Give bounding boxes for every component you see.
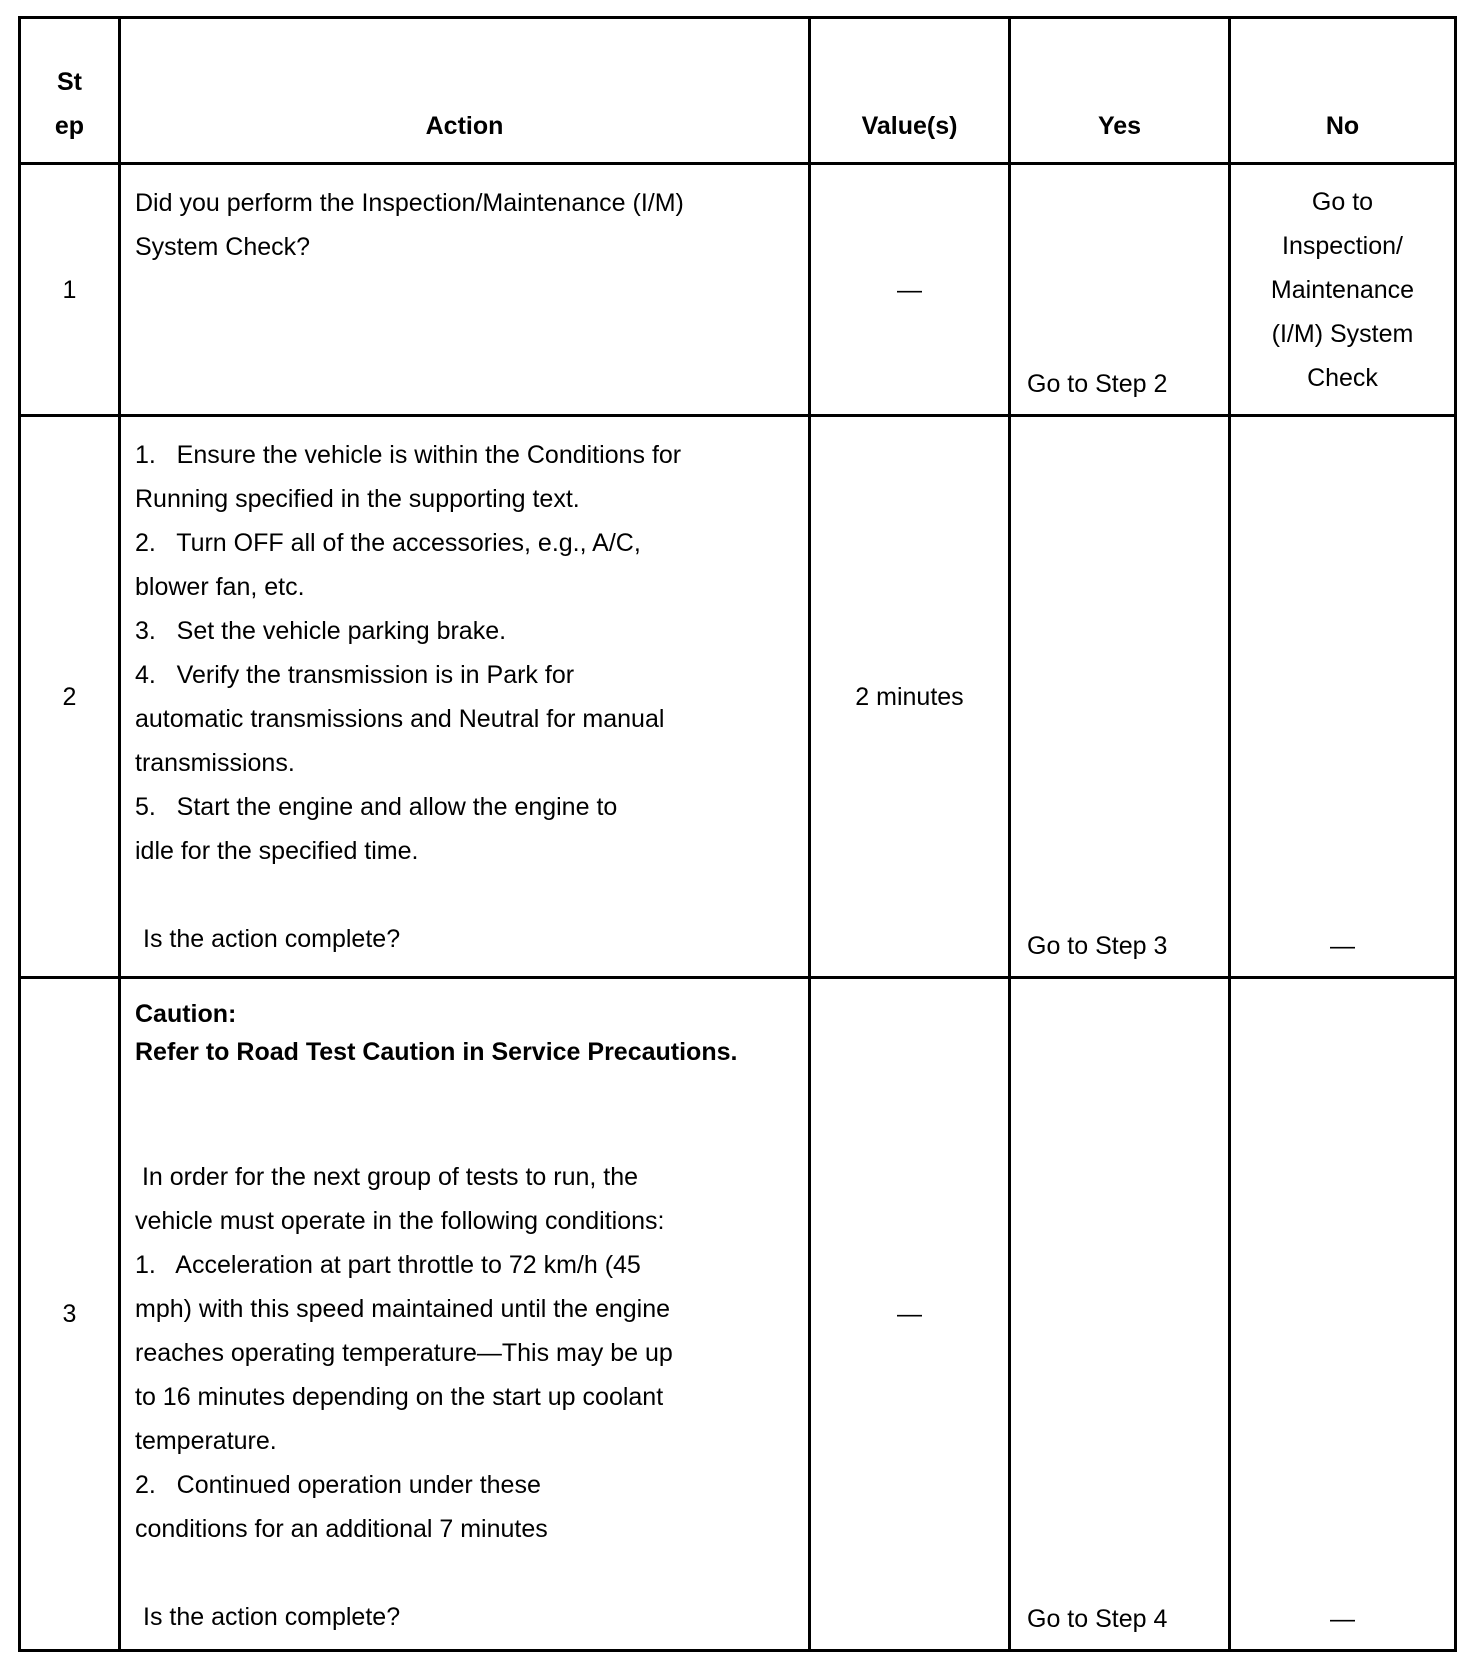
yes-cell: Go to Step 3	[1010, 416, 1230, 978]
value-cell: —	[810, 164, 1010, 416]
table-row-step-2	[20, 416, 1456, 978]
no-cell: Go to Inspection/ Maintenance (I/M) System Check	[1230, 164, 1456, 416]
caution-text: Refer to Road Test Caution in Service Precautions.	[135, 1038, 738, 1066]
question-text: Is the action complete?	[143, 925, 401, 953]
step-number: 3	[20, 978, 120, 1651]
no-cell: —	[1230, 978, 1456, 1651]
caution-title: Caution:	[135, 1000, 237, 1028]
header-values: Value(s)	[810, 18, 1010, 164]
action-cell: Did you perform the Inspection/Maintenance (I/M) System Check?	[120, 164, 810, 416]
action-cell: 1. Ensure the vehicle is within the Conditions for Running specified in the supporting text. 2. Turn OFF all of the accessories, e.g., A/C, blower fan, etc. 3. Set the vehicle parking brake. 4. Verify the transmission is in Park for automatic transmissions and Neutral for manual transmissions. 5. Start the engine and allow the engine to idle for the specified time. Is the action complete?	[120, 416, 810, 978]
step-number: 1	[20, 164, 120, 416]
value-cell: 2 minutes	[810, 416, 1010, 978]
step-number: 2	[20, 416, 120, 978]
header-row	[20, 18, 1456, 164]
yes-cell: Go to Step 2	[1010, 164, 1230, 416]
header-no: No	[1230, 18, 1456, 164]
table-row-step-1	[20, 164, 1456, 416]
value-cell: —	[810, 978, 1010, 1651]
table-row-step-3	[20, 978, 1456, 1651]
diagnostic-table	[18, 16, 1457, 1652]
header-step: St ep	[20, 18, 120, 164]
action-cell: Caution: Refer to Road Test Caution in Service Precautions. In order for the next group of tests to run, the vehicle must operate in the following conditions: 1. Acceleration at part throttle to 72 km/h (45 mph) with this speed maintained until the engine reaches operating temperature—This may be up to 16 minutes depending on the start up coolant temperature. 2. Continued operation under these conditions for an additional 7 minutes Is the action complete?	[120, 978, 810, 1651]
header-action: Action	[120, 18, 810, 164]
header-yes: Yes	[1010, 18, 1230, 164]
yes-cell: Go to Step 4	[1010, 978, 1230, 1651]
question-text: Is the action complete?	[143, 1603, 401, 1631]
no-cell: —	[1230, 416, 1456, 978]
